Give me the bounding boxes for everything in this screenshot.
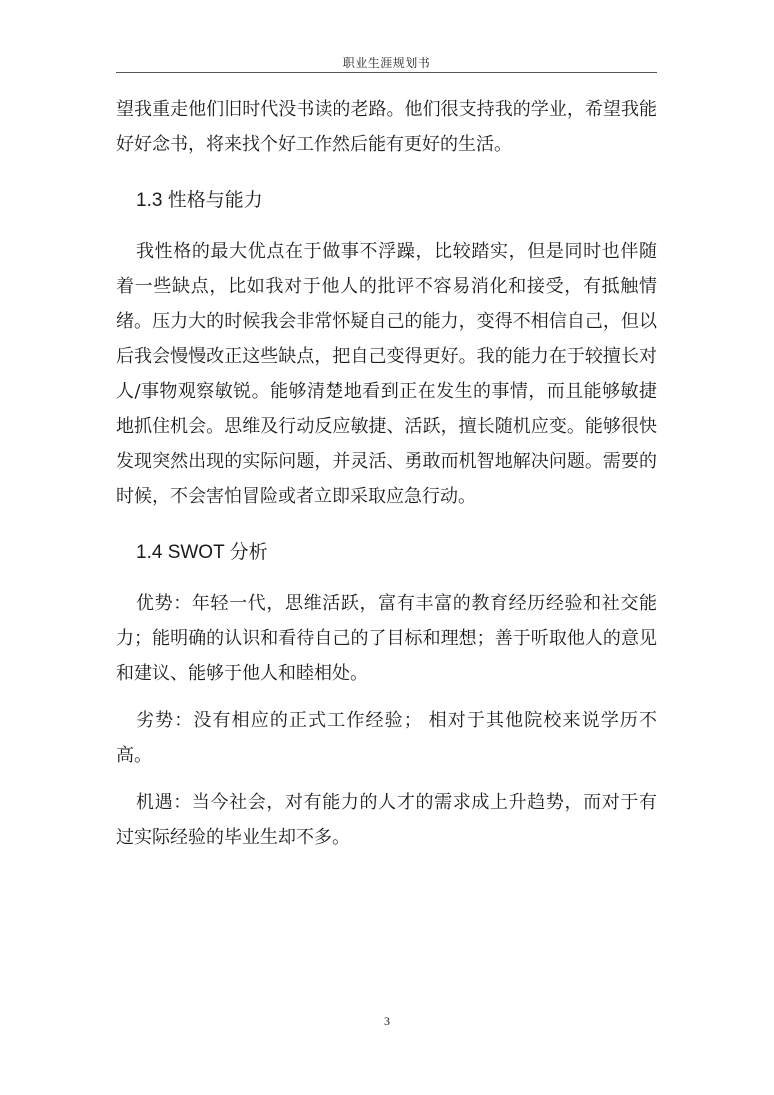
- strengths-paragraph: 优势：年轻一代，思维活跃，富有丰富的教育经历经验和社交能力；能明确的认识和看待自己的了目标和理想；善于听取他人的意见和建议、能够于他人和睦相处。: [116, 593, 657, 684]
- weaknesses-paragraph: 劣势：没有相应的正式工作经验； 相对于其他院校来说学历不高。: [116, 710, 657, 766]
- page-number: 3: [384, 1014, 390, 1028]
- section-heading-1-4: 1.4 SWOT 分析: [136, 542, 268, 563]
- personality-paragraph: 我性格的最大优点在于做事不浮躁，比较踏实，但是同时也伴随着一些缺点，比如我对于他人的批评不容易消化和接受，有抵触情绪。压力大的时候我会非常怀疑自己的能力，变得不相信自己，但以后我会慢慢改正这些缺点，把自己变得更好。我的能力在于较擅长对人/事物观察敏锐。能够清楚地看到正在发生的事情，而且能够敏捷地抓住机会。思维及行动反应敏捷、活跃，擅长随机应变。能够很快发现突然出现的实际问题，并灵活、勇敢而机智地解决问题。需要的时候，不会害怕冒险或者立即采取应急行动。: [116, 241, 657, 507]
- opportunities-paragraph: 机遇：当今社会，对有能力的人才的需求成上升趋势，而对于有过实际经验的毕业生却不多。: [116, 792, 657, 848]
- document-body: [116, 92, 657, 855]
- continuation-paragraph: 望我重走他们旧时代没书读的老路。他们很支持我的学业，希望我能好好念书，将来找个好工作然后能有更好的生活。: [116, 99, 657, 155]
- header-divider: [116, 72, 657, 73]
- section-heading-1-3: 1.3 性格与能力: [136, 190, 263, 211]
- page-header-title: 职业生涯规划书: [342, 56, 431, 70]
